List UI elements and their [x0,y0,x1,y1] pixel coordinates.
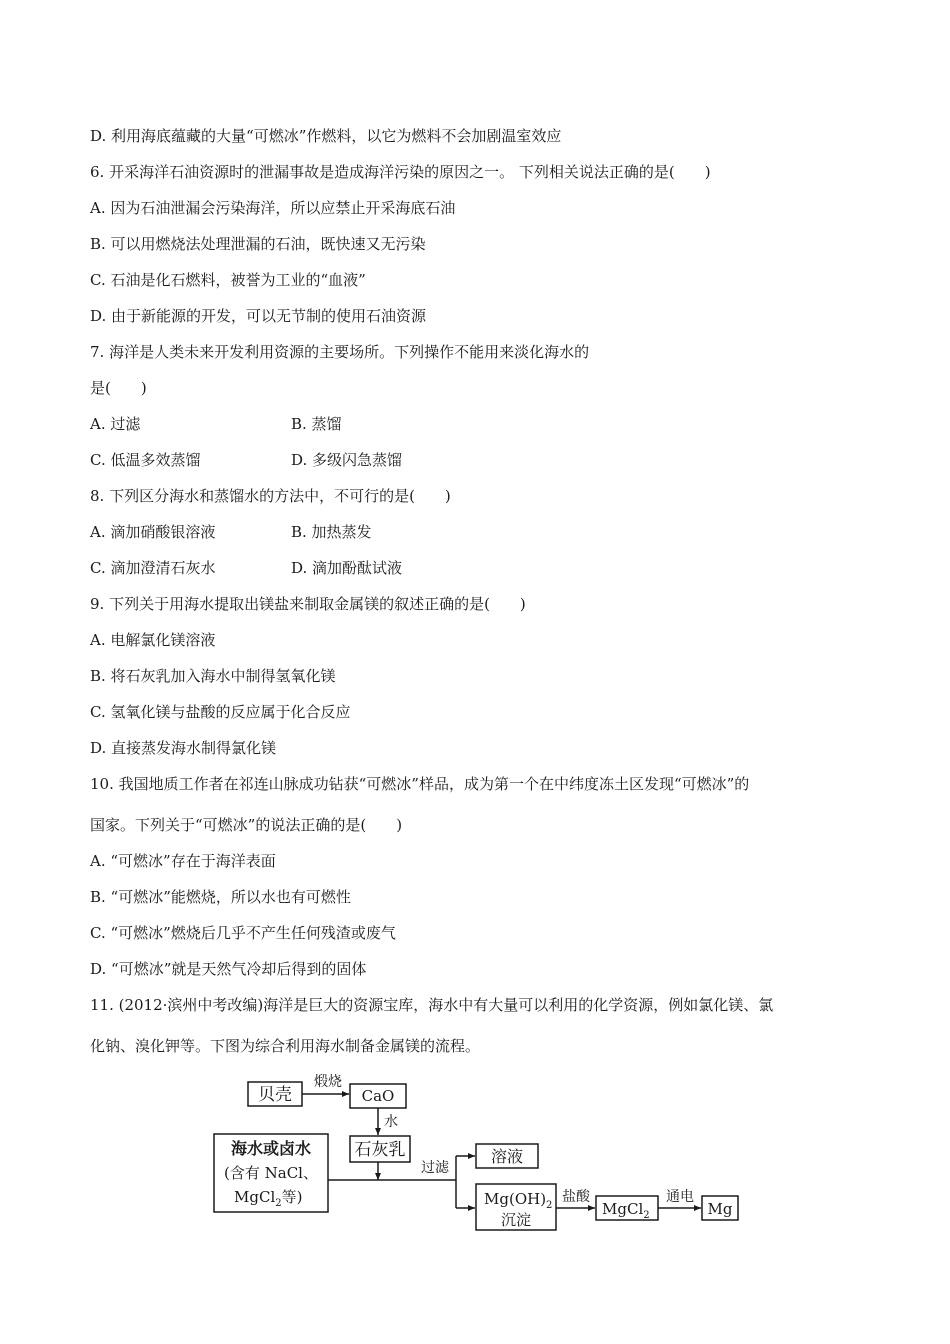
calcine-label: 煅烧 [314,1074,342,1090]
lime-milk-label: 石灰乳 [354,1140,406,1160]
q7-stem: 7. 海洋是人类未来开发利用资源的主要场所。下列操作不能用来淡化海水的 [90,343,590,361]
q8-option-d: D. 滴加酚酞试液 [291,559,403,577]
q6-option-a: A. 因为石油泄漏会污染海洋，所以应禁止开采海底石油 [90,199,456,217]
q7-option-b: B. 蒸馏 [291,415,342,433]
q9-option-b: B. 将石灰乳加入海水中制得氢氧化镁 [90,667,336,685]
precipitate-label: 沉淀 [500,1211,532,1229]
q7-options-row-1 [90,414,140,434]
solution-label: 溶液 [490,1147,524,1166]
q11-stem: 11. (2012·滨州中考改编)海洋是巨大的资源宝库，海水中有大量可以利用的化学资源，例如氯化镁、氯 [90,996,774,1014]
shell-label: 贝壳 [258,1085,292,1105]
q11-stem-cont: 化钠、溴化钾等。下图为综合利用海水制备金属镁的流程。 [90,1037,481,1055]
q7-option-d: D. 多级闪急蒸馏 [291,451,403,469]
q10-stem-cont: 国家。下列关于“可燃冰”的说法正确的是( ) [90,816,403,834]
q8-option-a: A. 滴加硝酸银溶液 [90,523,216,541]
q8-option-c: C. 滴加澄清石灰水 [90,559,216,577]
q6-stem: 6. 开采海洋石油资源时的泄漏事故是造成海洋污染的原因之一。 下列相关说法正确的是( ) [90,163,711,181]
mgcl2-label: MgCl$_2$ [602,1200,650,1221]
seawater-label-line-2: (含有 NaCl、 [224,1164,318,1182]
seawater-label-line-1: 海水或卤水 [230,1139,312,1158]
q10-stem: 10. 我国地质工作者在祁连山脉成功钻获“可燃冰”样品，成为第一个在中纬度冻土区发现“可燃冰”的 [90,775,750,793]
q6-option-b: B. 可以用燃烧法处理泄漏的石油，既快速又无污染 [90,235,426,253]
q10-option-a: A. “可燃冰”存在于海洋表面 [90,852,276,870]
q7-option-c: C. 低温多效蒸馏 [90,451,201,469]
mg-label: Mg [707,1200,733,1218]
q6-option-c: C. 石油是化石燃料，被誉为工业的“血液” [90,271,366,289]
mgoh2-label: $Mg(OH)_2$ [484,1190,553,1211]
q6-option-d: D. 由于新能源的开发，可以无节制的使用石油资源 [90,307,427,325]
filter-label: 过滤 [421,1160,449,1176]
q7-option-a: A. 过滤 [90,415,141,433]
q9-stem: 9. 下列关于用海水提取出镁盐来制取金属镁的叙述正确的是( ) [90,595,526,613]
hcl-label: 盐酸 [562,1189,590,1205]
q5-option-d: D. 利用海底蕴藏的大量“可燃冰”作燃料，以它为燃料不会加剧温室效应 [90,127,562,145]
q10-option-d: D. “可燃冰”就是天然气冷却后得到的固体 [90,960,367,978]
q10-option-c: C. “可燃冰”燃烧后几乎不产生任何残渣或废气 [90,924,396,942]
water-label: 水 [384,1114,398,1130]
seawater-label-line-3: MgCl$_2$等) [234,1188,303,1209]
q8-option-b: B. 加热蒸发 [291,523,372,541]
magnesium-process-flowchart [210,1068,770,1248]
q7-stem-cont: 是( ) [90,379,147,397]
q9-option-a: A. 电解氯化镁溶液 [90,631,216,649]
q9-option-c: C. 氢氧化镁与盐酸的反应属于化合反应 [90,703,351,721]
q10-option-b: B. “可燃冰”能燃烧，所以水也有可燃性 [90,888,351,906]
q9-option-d: D. 直接蒸发海水制得氯化镁 [90,739,277,757]
cao-label: CaO [361,1087,395,1105]
q8-stem: 8. 下列区分海水和蒸馏水的方法中，不可行的是( ) [90,487,451,505]
electrolysis-label: 通电 [666,1189,694,1205]
